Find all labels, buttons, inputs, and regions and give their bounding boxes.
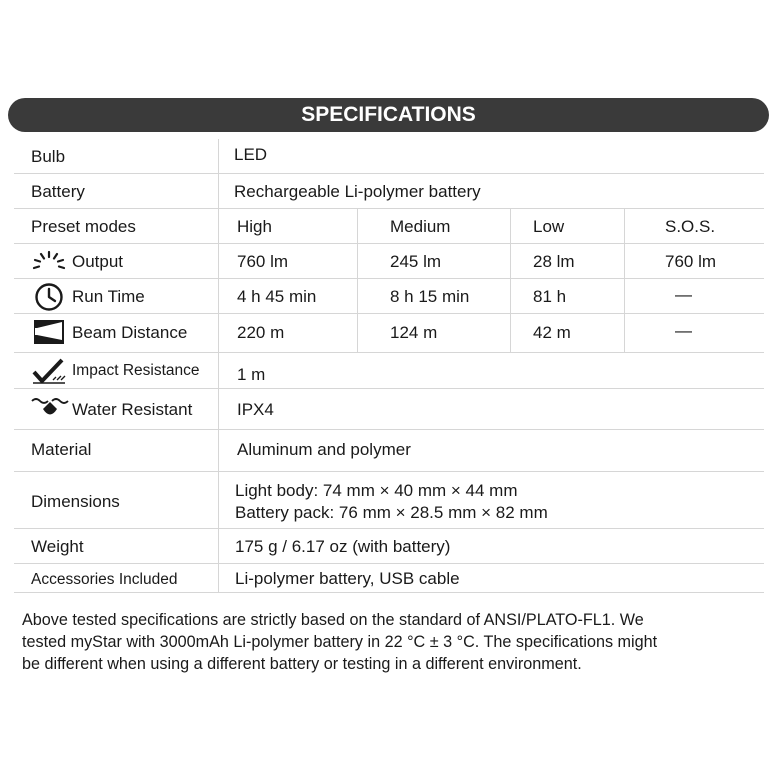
row-divider xyxy=(14,278,764,279)
row-divider xyxy=(14,352,764,353)
row-divider xyxy=(14,388,764,389)
row-divider xyxy=(14,592,764,593)
dimensions-battery-pack: Battery pack: 76 mm × 28.5 mm × 82 mm xyxy=(235,503,548,522)
preset-modes-label: Preset modes xyxy=(31,217,136,236)
specifications-footnote xyxy=(22,609,762,675)
column-divider xyxy=(357,208,358,352)
dimensions-light-body: Light body: 74 mm × 40 mm × 44 mm xyxy=(235,481,518,500)
row-divider xyxy=(14,429,764,430)
row-divider xyxy=(14,563,764,564)
output-sos: 760 lm xyxy=(665,252,717,271)
material-label: Material xyxy=(31,440,92,459)
battery-label: Battery xyxy=(31,182,85,201)
beam-icon xyxy=(33,319,65,345)
column-divider xyxy=(510,208,511,352)
beam-sos: — xyxy=(675,321,692,340)
beam-distance-label: Beam Distance xyxy=(72,323,188,342)
water-resistant-label: Water Resistant xyxy=(72,400,193,419)
column-divider xyxy=(624,208,625,352)
output-low: 28 lm xyxy=(533,252,575,271)
water-resistant-value: IPX4 xyxy=(237,400,274,419)
runtime-sos: — xyxy=(675,285,692,304)
footnote-line: tested myStar with 3000mAh Li-polymer battery in 22 °C ± 3 °C. The specifications might xyxy=(22,633,658,651)
column-divider xyxy=(218,139,219,592)
runtime-low: 81 h xyxy=(533,287,567,306)
row-divider xyxy=(14,471,764,472)
beam-medium: 124 m xyxy=(390,323,438,342)
specifications-header: SPECIFICATIONS xyxy=(8,98,769,132)
runtime-medium: 8 h 15 min xyxy=(390,287,470,306)
beam-high: 220 m xyxy=(237,323,285,342)
row-divider xyxy=(14,313,764,314)
runtime-high: 4 h 45 min xyxy=(237,287,317,306)
accessories-label: Accessories Included xyxy=(31,571,178,588)
row-divider xyxy=(14,208,764,209)
material-value: Aluminum and polymer xyxy=(237,440,411,459)
output-high: 760 lm xyxy=(237,252,289,271)
dimensions-label: Dimensions xyxy=(31,492,120,511)
water-drop-icon xyxy=(30,396,70,420)
battery-value: Rechargeable Li-polymer battery xyxy=(234,182,481,201)
impact-resistance-value: 1 m xyxy=(237,365,266,384)
weight-label: Weight xyxy=(31,537,84,556)
beam-low: 42 m xyxy=(533,323,571,342)
output-medium: 245 lm xyxy=(390,252,442,271)
mode-medium-header: Medium xyxy=(390,217,451,236)
burst-icon xyxy=(31,250,67,272)
footnote-line: Above tested specifications are strictly based on the standard of ANSI/PLATO-FL1. We xyxy=(22,611,644,629)
bulb-label: Bulb xyxy=(31,147,66,166)
impact-icon xyxy=(31,357,67,385)
clock-icon xyxy=(34,282,64,312)
mode-high-header: High xyxy=(237,217,272,236)
row-divider xyxy=(14,173,764,174)
bulb-value: LED xyxy=(234,145,268,164)
runtime-label: Run Time xyxy=(72,287,145,306)
impact-resistance-label: Impact Resistance xyxy=(72,362,200,379)
output-label: Output xyxy=(72,252,124,271)
footnote-line: be different when using a different battery or testing in a different environment. xyxy=(22,655,582,673)
row-divider xyxy=(14,528,764,529)
mode-sos-header: S.O.S. xyxy=(665,217,716,236)
row-divider xyxy=(14,243,764,244)
weight-value: 175 g / 6.17 oz (with battery) xyxy=(235,537,451,556)
mode-low-header: Low xyxy=(533,217,565,236)
accessories-value: Li-polymer battery, USB cable xyxy=(235,569,460,588)
